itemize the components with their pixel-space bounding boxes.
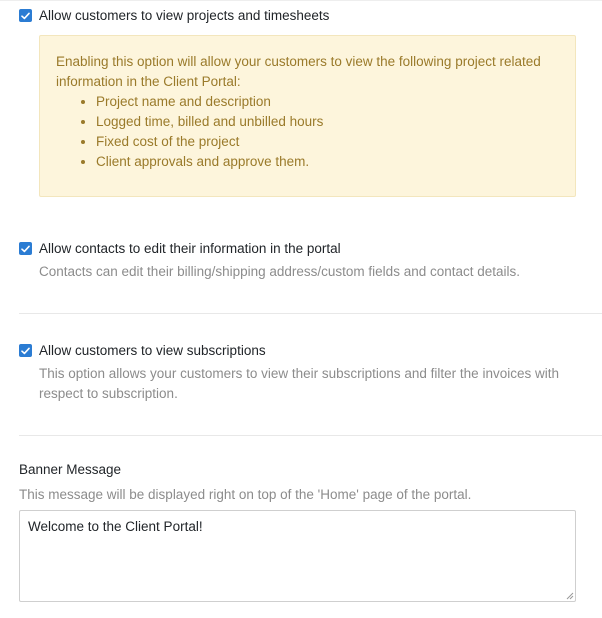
check-icon (21, 347, 30, 355)
projects-checkbox[interactable] (19, 9, 32, 22)
section-divider (19, 435, 602, 436)
projects-info-notice (39, 35, 576, 197)
subscriptions-checkbox-label[interactable]: Allow customers to view subscriptions (39, 343, 266, 358)
resize-grip-icon[interactable] (566, 592, 574, 600)
contacts-edit-checkbox[interactable] (19, 242, 32, 255)
notice-item: • Logged time, billed and unbilled hours (96, 112, 559, 132)
subscriptions-option[interactable] (19, 343, 266, 358)
banner-message-input[interactable] (19, 510, 576, 602)
banner-message-help: This message will be displayed right on top of the 'Home' page of the portal. (19, 487, 472, 502)
top-divider (0, 0, 602, 1)
projects-option[interactable] (19, 8, 329, 23)
notice-item: • Project name and description (96, 92, 559, 112)
contacts-edit-help: Contacts can edit their billing/shipping address/custom fields and contact details. (39, 264, 521, 279)
notice-intro: Enabling this option will allow your customers to view the following project related information in the Client Portal: (56, 54, 541, 89)
banner-message-label: Banner Message (19, 462, 122, 477)
contacts-edit-checkbox-label[interactable]: Allow contacts to edit their information in the portal (39, 241, 341, 256)
check-icon (21, 245, 30, 253)
projects-checkbox-label[interactable]: Allow customers to view projects and timesheets (39, 8, 330, 23)
notice-item: • Client approvals and approve them. (96, 152, 559, 172)
subscriptions-help: This option allows your customers to view their subscriptions and filter the invoices with respect to subscription. (39, 366, 559, 401)
notice-item: • Fixed cost of the project (96, 132, 559, 152)
contacts-edit-option[interactable] (19, 241, 341, 256)
notice-list (56, 92, 559, 172)
check-icon (21, 12, 30, 20)
section-divider (19, 313, 602, 314)
subscriptions-checkbox[interactable] (19, 344, 32, 357)
